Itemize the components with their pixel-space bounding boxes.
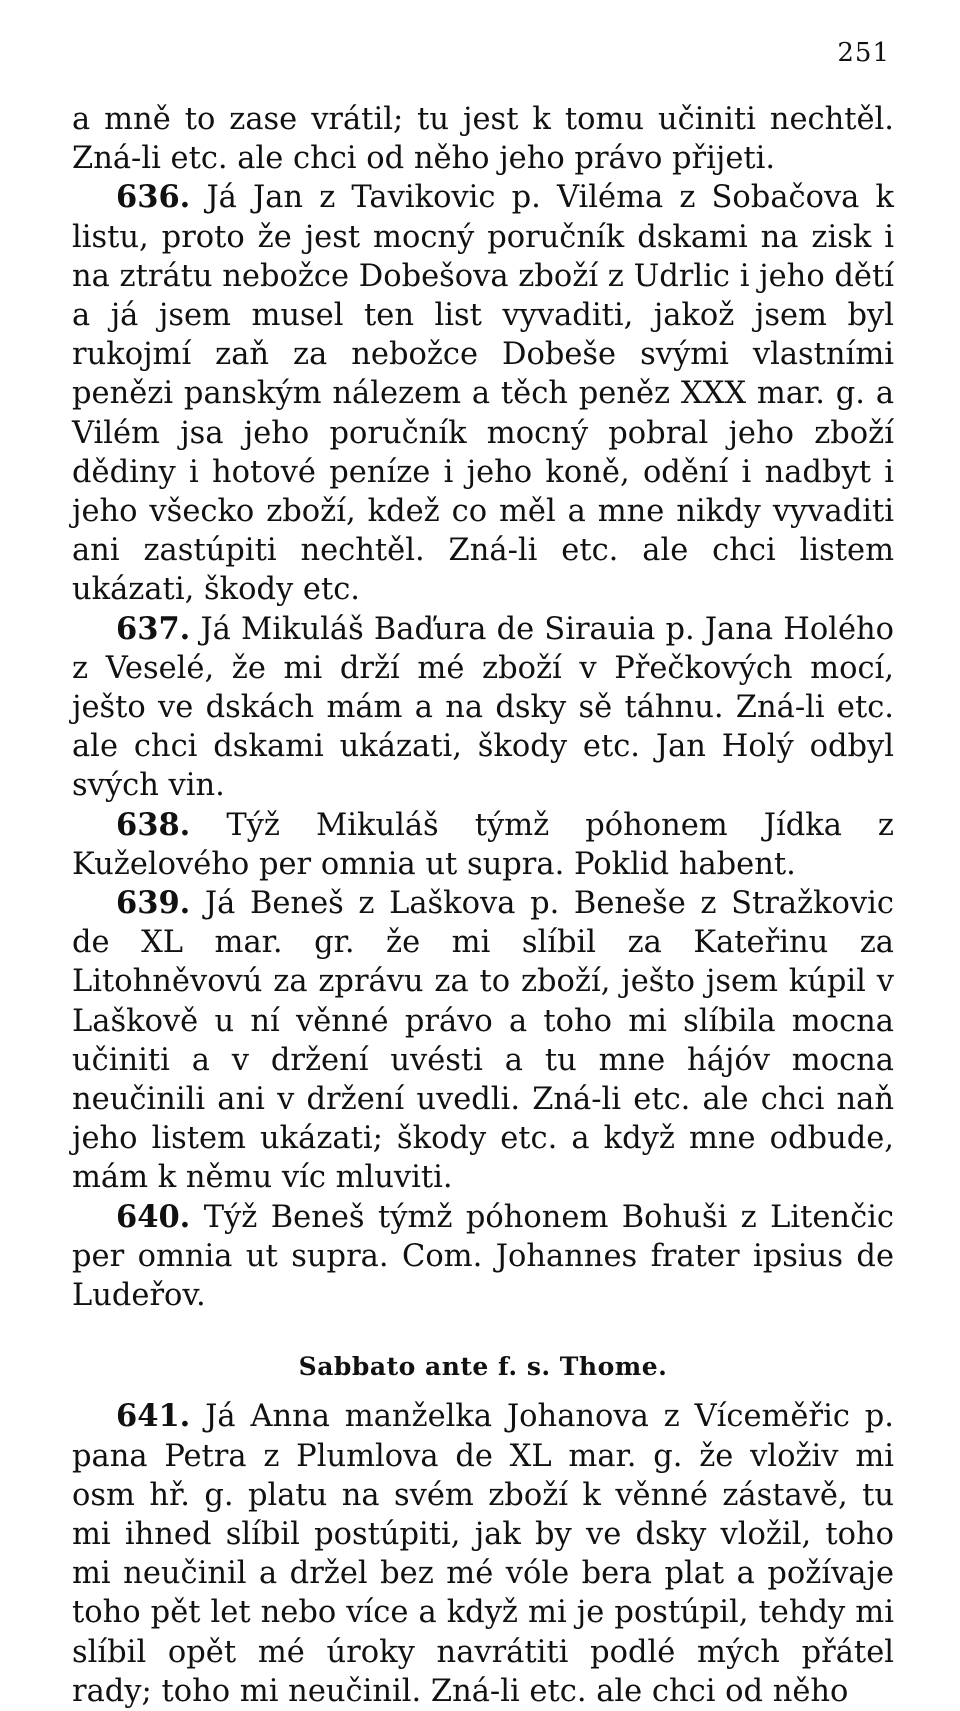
opening-paragraph: a mně to zase vrátil; tu jest k tomu učiniti nechtěl. Zná-li etc. ale chci od něho jeho právo přijeti. [72,102,894,177]
entry-640 [72,1198,894,1316]
entry-text: Týž Beneš týmž póhonem Bohuši z Litenčic per omnia ut supra. Com. Johannes frater ipsius de Ludeřov. [72,1199,894,1314]
entry-number: 636. [116,179,191,216]
entry-637 [72,610,894,806]
entry-number: 641. [116,1398,191,1435]
entry-text: Já Beneš z Laškova p. Beneše z Stražkovic de XL mar. gr. že mi slíbil za Kateřinu za Litohněvovú za zprávu za to zboží, ješto jsem kúpil v Laškově u ní věnné právo a toho mi slíbila mocna učiniti a v držení uvésti a tu mne hájóv mocna neučinili ani v držení uvedli. Zná-li etc. ale chci naň jeho listem ukázati; škody etc. a když mne odbude, mám k němu víc mluviti. [72,886,894,1196]
entry-number: 637. [116,610,191,647]
entry-639 [72,884,894,1198]
entry-number: 639. [116,885,191,922]
page-body-text [72,100,894,1711]
entry-text: Já Anna manželka Johanova z Víceměřic p. pana Petra z Plumlova de XL mar. g. že vloživ mi osm hř. g. platu na svém zboží k věnné zástavě, tu mi ihned slíbil postúpiti, jak by ve dsky vložil, toho mi neučinil a držel bez mé vóle bera plat a požívaje toho pět let nebo více a když mi je postúpil, tehdy mi slíbil opět mé úroky navrátiti podlé mých přátel rady; toho mi neučinil. Zná-li etc. ale chci od něho [72,1399,894,1709]
entry-text: Já Jan z Tavikovic p. Viléma z Sobačova k listu, proto že jest mocný poručník dskami na zisk i na ztrátu nebožce Dobešova zboží z Udrlic i jeho dětí a já jsem musel ten list vyvaditi, jakož jsem byl rukojmí zaň za nebožce Dobeše svými vlastními penězi panským nálezem a těch peněz XXX mar. g. a Vilém jsa jeho poručník mocný pobral jeho zboží dědiny i hotové peníze i jeho koně, odění i nadbyt i jeho všecko zboží, kdež co měl a mne nikdy vyvaditi ani zastúpiti nechtěl. Zná-li etc. ale chci listem ukázati, škody etc. [72,180,894,608]
entry-text: Týž Mikuláš týmž póhonem Jídka z Kuželového per omnia ut supra. Poklid habent. [72,807,894,882]
section-heading: Sabbato ante f. s. Thome. [298,1352,668,1382]
entry-636 [72,178,894,609]
entry-text: Já Mikuláš Baďura de Sirauia p. Jana Holého z Veselé, že mi drží mé zboží v Přečkových mocí, ješto ve dskách mám a na dsky sě táhnu. Zná-li etc. ale chci dskami ukázati, škody etc. Jan Holý odbyl svých vin. [72,611,894,804]
entry-641 [72,1397,894,1711]
entry-number: 638. [116,806,191,843]
entry-number: 640. [116,1198,191,1235]
entry-638 [72,806,894,884]
page-number: 251 [837,38,890,68]
